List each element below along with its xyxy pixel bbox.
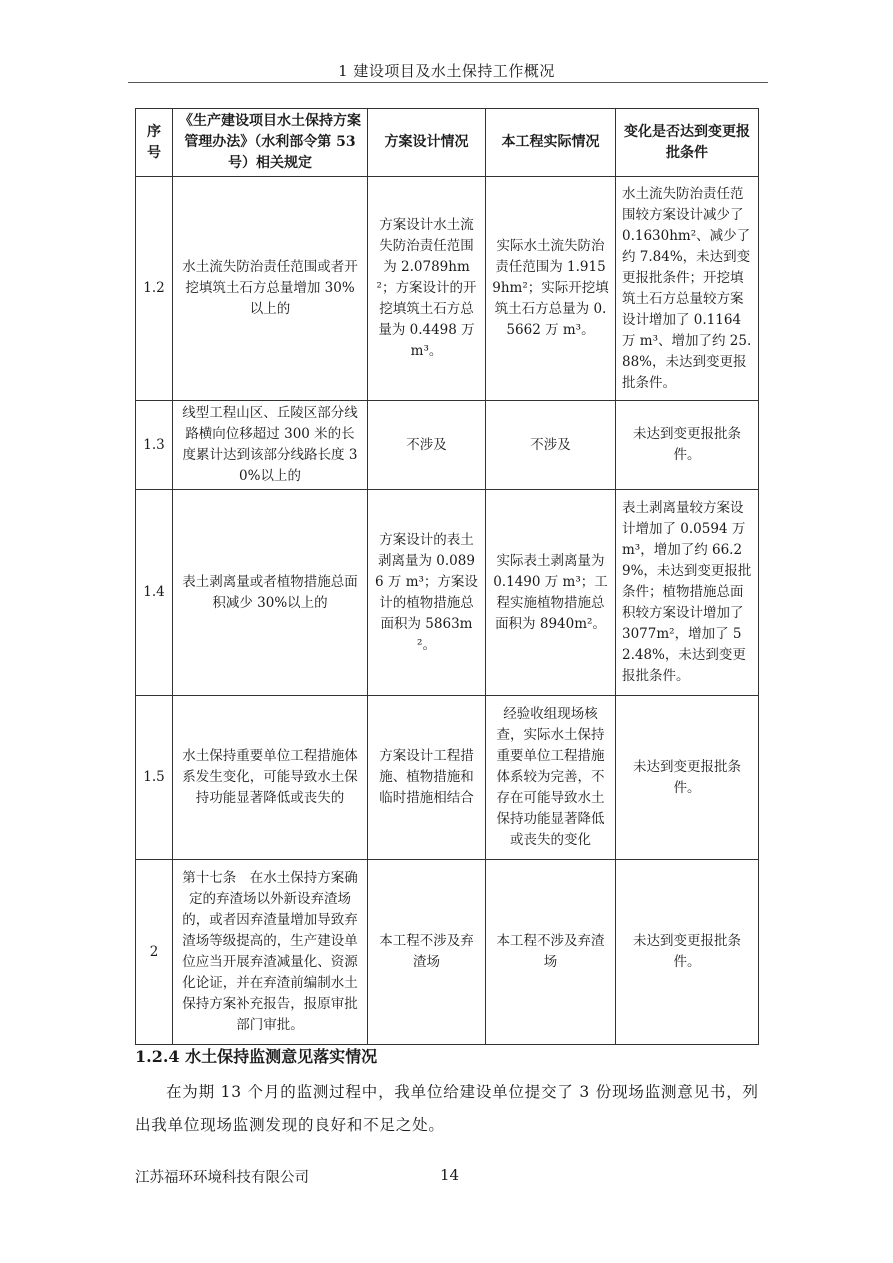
row-design: 方案设计的表土剥离量为 0.0896 万 m³；方案设计的植物措施总面积为 5863m²。 xyxy=(368,490,486,696)
footer-company-name: 江苏福环环境科技有限公司 xyxy=(135,1170,309,1186)
row-no: 1.4 xyxy=(136,490,173,696)
header-no: 序号 xyxy=(136,109,173,177)
row-design: 本工程不涉及弃渣场 xyxy=(368,860,486,1045)
row-rule: 线型工程山区、丘陵区部分线路横向位移超过 300 米的长度累计达到该部分线路长度 30%以上的 xyxy=(173,401,368,490)
table-row xyxy=(136,860,759,1045)
page-number: 14 xyxy=(440,1166,460,1184)
header-result: 变化是否达到变更报批条件 xyxy=(616,109,759,177)
row-no: 2 xyxy=(136,860,173,1045)
table-row xyxy=(136,696,759,860)
row-no: 1.5 xyxy=(136,696,173,860)
row-result: 未达到变更报批条件。 xyxy=(616,401,759,490)
section-paragraph: 在为期 13 个月的监测过程中，我单位给建设单位提交了 3 份现场监测意见书，列出我单位现场监测发现的良好和不足之处。 xyxy=(135,1083,759,1134)
header-divider xyxy=(128,82,768,83)
section-heading: 1.2.4 水土保持监测意见落实情况 xyxy=(135,1047,378,1066)
table-row xyxy=(136,490,759,696)
change-criteria-table xyxy=(135,108,759,1045)
header-design: 方案设计情况 xyxy=(368,109,486,177)
row-rule: 水土保持重要单位工程措施体系发生变化，可能导致水土保持功能显著降低或丧失的 xyxy=(173,696,368,860)
row-design: 方案设计工程措施、植物措施和临时措施相结合 xyxy=(368,696,486,860)
row-actual: 经验收组现场核查，实际水土保持重要单位工程措施体系较为完善，不存在可能导致水土保持功能显著降低或丧失的变化 xyxy=(486,696,616,860)
row-actual: 实际表土剥离量为 0.1490 万 m³；工程实施植物措施总面积为 8940m²。 xyxy=(486,490,616,696)
row-actual: 不涉及 xyxy=(486,401,616,490)
row-result: 表土剥离量较方案设计增加了 0.0594 万 m³，增加了约 66.29%，未达到变更报批条件；植物措施总面积较方案设计增加了 3077m²，增加了 52.48%，未达到变更报批条件。 xyxy=(616,490,759,696)
row-design: 方案设计水土流失防治责任范围为 2.0789hm²；方案设计的开挖填筑土石方总量为 0.4498 万 m³。 xyxy=(368,177,486,401)
row-result: 未达到变更报批条件。 xyxy=(616,696,759,860)
row-rule: 表土剥离量或者植物措施总面积减少 30%以上的 xyxy=(173,490,368,696)
table-header-row xyxy=(136,109,759,177)
row-result: 水土流失防治责任范围较方案设计减少了 0.1630hm²、减少了约 7.84%，未达到变更报批条件；开挖填筑土石方总量较方案设计增加了 0.1164 万 m³、增加了约 25.88%，未达到变更报批条件。 xyxy=(616,177,759,401)
header-actual: 本工程实际情况 xyxy=(486,109,616,177)
row-actual: 本工程不涉及弃渣场 xyxy=(486,860,616,1045)
row-design: 不涉及 xyxy=(368,401,486,490)
row-rule: 水土流失防治责任范围或者开挖填筑土石方总量增加 30%以上的 xyxy=(173,177,368,401)
row-rule: 第十七条 在水土保持方案确定的弃渣场以外新设弃渣场的，或者因弃渣量增加导致弃渣场等级提高的，生产建设单位应当开展弃渣减量化、资源化论证，并在弃渣前编制水土保持方案补充报告，报原审批部门审批。 xyxy=(173,860,368,1045)
page-header-title: 1 建设项目及水土保持工作概况 xyxy=(338,62,555,80)
row-no: 1.3 xyxy=(136,401,173,490)
row-result: 未达到变更报批条件。 xyxy=(616,860,759,1045)
table-row xyxy=(136,401,759,490)
row-no: 1.2 xyxy=(136,177,173,401)
row-actual: 实际水土流失防治责任范围为 1.9159hm²；实际开挖填筑土石方总量为 0.5662 万 m³。 xyxy=(486,177,616,401)
table-row xyxy=(136,177,759,401)
header-rule: 《生产建设项目水土保持方案管理办法》（水利部令第 53 号）相关规定 xyxy=(173,109,368,177)
